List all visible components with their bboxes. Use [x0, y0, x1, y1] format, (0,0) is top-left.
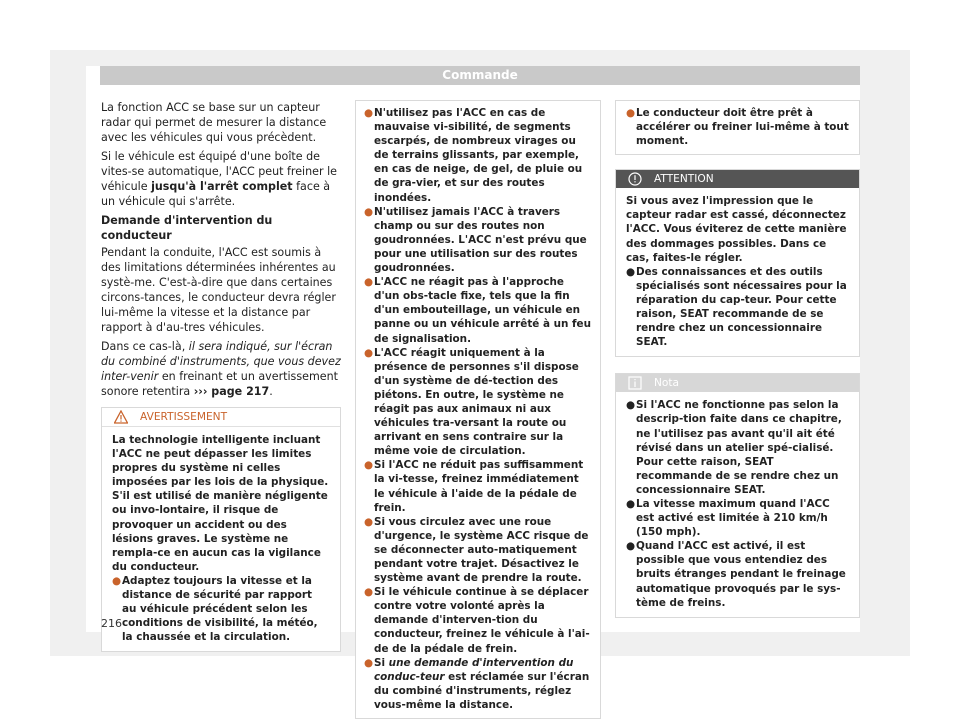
list-item — [626, 398, 849, 497]
column-3 — [615, 100, 860, 618]
attention-title: ATTENTION — [654, 173, 714, 186]
bullet-icon: ● — [364, 586, 374, 599]
bullet-icon: ● — [112, 574, 122, 587]
list-item — [626, 539, 849, 609]
attention-body — [616, 188, 859, 356]
list-item-text: Si l'ACC ne fonctionne pas selon la descrip-tion faite dans ce chapitre, ne l'utilisez pas avant qu'il ait été révisé dans un atelier spé-cialisé. Pour cette raison, SEAT recommande de se rendre chez un concessionnaire SEAT. — [636, 399, 842, 496]
note-header — [616, 374, 859, 392]
bold-text: jusqu'à l'arrêt complet — [151, 180, 293, 193]
list-item — [364, 458, 592, 514]
text: est réclamée sur l'écran du combiné d'instruments, réglez vous-même la distance. — [374, 670, 590, 711]
list-item-text: Le conducteur doit être prêt à accélérer ou freiner lui-même à tout moment. — [636, 107, 849, 148]
text: en freinant et un avertissement sonore retentira — [101, 370, 338, 398]
warning-continued-box — [355, 100, 601, 719]
list-item-text: N'utilisez pas l'ACC en cas de mauvaise vi-sibilité, de segments escarpés, de nombreux virages ou de terrains glissants, par exemple, en cas de neige, de gel, de pluie ou de gra-vier, et sur des routes inondées. — [374, 107, 583, 204]
list-item-text: Des connaissances et des outils spécialisés sont nécessaires pour la réparation du cap-teur. Pour cette raison, SEAT recommande de se rendre chez un concessionnaire SEAT. — [636, 265, 847, 349]
list-item — [364, 106, 592, 205]
bullet-icon: ● — [364, 276, 374, 289]
list-item — [364, 346, 592, 459]
note-body — [616, 392, 859, 616]
warning-box — [101, 407, 341, 652]
list-item-text: Quand l'ACC est activé, il est possible que vous entendiez des bruits étranges pendant le freinage automatique provoqués par le sys-tème de freins. — [636, 540, 846, 609]
paragraph — [101, 149, 341, 209]
note-info-icon — [628, 376, 642, 390]
subheading: Demande d'intervention du conducteur — [101, 214, 273, 242]
bullet-icon: ● — [364, 107, 374, 119]
warning-continued-box — [615, 100, 860, 155]
attention-header — [616, 170, 859, 188]
list-item — [626, 265, 849, 350]
list-item-text: La vitesse maximum quand l'ACC est activé est limitée à 210 km/h (150 mph). — [636, 497, 830, 539]
attention-intro: Si vous avez l'impression que le capteur radar est cassé, déconnectez l'ACC. Vous éviterez de cette manière des dommages possibles. Dans ce cas, faites-le régler. — [626, 195, 847, 264]
warning-continued-body — [616, 101, 859, 154]
text: Si — [374, 656, 389, 669]
bullet-icon: ● — [364, 205, 374, 218]
column-1 — [101, 100, 341, 652]
bullet-icon: ● — [626, 399, 636, 412]
text: Si le véhicule est équipé d'une boîte de vites-se automatique, l'ACC peut freiner le véhicule — [101, 150, 337, 193]
column-2 — [355, 100, 601, 719]
warning-intro: La technologie intelligente incluant l'ACC ne peut dépasser les limites propres du système ni celles imposées par les lois de la physique. S'il est utilisé de manière négligente ou invo-lontaire, il risque de provoquer un accident ou des lésions graves. Le système ne rempla-ce en aucun cas la vigilance du conducteur. — [112, 434, 329, 573]
list-item-text: Si l'ACC ne réduit pas suffisamment la vi-tesse, freinez immédiatement le véhicule à l'aide de la pédale de frein. — [374, 459, 584, 514]
bullet-icon: ● — [626, 107, 636, 119]
bullet-icon: ● — [364, 515, 374, 528]
warning-body — [102, 427, 340, 651]
warning-triangle-icon — [114, 410, 128, 424]
bullet-icon: ● — [626, 540, 636, 553]
text: face à un véhicule qui s'arrête. — [101, 180, 331, 208]
list-item-text: N'utilisez jamais l'ACC à travers champ ou sur des routes non goudronnées. L'ACC n'est prévu que pour une utilisation sur des routes goudronnées. — [374, 205, 587, 275]
warning-header — [102, 408, 340, 427]
list-item-text: Si le véhicule continue à se déplacer contre votre volonté après la demande d'interven-tion du conducteur, freinez le véhicule à l'ai-de de la pédale de frein. — [374, 586, 590, 655]
attention-box — [615, 169, 860, 357]
list-item — [626, 497, 849, 539]
note-box — [615, 373, 860, 617]
bullet-icon: ● — [626, 265, 636, 278]
italic-text: il sera indiqué, sur l'écran du combiné d'instruments, que vous devez inter-venir — [101, 340, 341, 383]
list-item — [364, 275, 592, 345]
bullet-icon: ● — [364, 656, 374, 669]
warning-continued-body — [356, 101, 600, 718]
bullet-icon: ● — [364, 346, 374, 359]
bullet-icon: ● — [626, 497, 636, 510]
list-item-text: L'ACC ne réagit pas à l'approche d'un obs-tacle fixe, tels que la fin d'un embouteillage, un véhicule en panne ou un véhicule arrêté à un feu de signalisation. — [374, 276, 591, 345]
text: . — [269, 385, 273, 398]
warning-title: AVERTISSEMENT — [140, 411, 228, 423]
list-item-text: Adaptez toujours la vitesse et la distance de sécurité par rapport au véhicule précédent selon les conditions de visibilité, la météo, la chaussée et la circulation. — [122, 574, 318, 644]
list-item — [364, 205, 592, 275]
page-reference-link[interactable]: ››› page 217 — [193, 385, 270, 398]
list-item — [626, 106, 851, 148]
list-item — [112, 574, 330, 644]
info-circle-icon — [628, 172, 642, 186]
note-title: Nota — [654, 377, 680, 390]
bullet-icon: ● — [364, 459, 374, 472]
list-item — [364, 656, 592, 712]
paragraph: Pendant la conduite, l'ACC est soumis à des limitations déterminées inhérentes au systè-me. C'est-à-dire que dans certaines circons-tances, le conducteur devra régler lui-même la vitesse et la distance par rapport à d'au-tres véhicules. — [101, 246, 336, 334]
list-item-text: L'ACC réagit uniquement à la présence de personnes s'il dispose d'un système de dé-tection des piétons. En outre, le système ne réagit pas aux animaux ni aux véhicules tra-versant la route ou arrivant en sens contraire sur la même voie de circulation. — [374, 346, 579, 458]
italic-text: une demande d'intervention du conduc-teur — [374, 656, 574, 683]
list-item-text: Si vous circulez avec une roue d'urgence, le système ACC risque de se déconnecter auto-matiquement pendant votre trajet. Désactivez le système avant de prendre la route. — [374, 515, 589, 585]
list-item — [364, 585, 592, 655]
page-number: 216 — [101, 617, 122, 630]
paragraph: La fonction ACC se base sur un capteur radar qui permet de mesurer la distance avec les véhicules qui vous précèdent. — [101, 101, 327, 144]
text: Dans ce cas-là, — [101, 340, 189, 353]
section-header — [100, 66, 860, 85]
section-title: Commande — [442, 68, 518, 82]
paragraph — [101, 339, 341, 399]
list-item — [364, 515, 592, 585]
